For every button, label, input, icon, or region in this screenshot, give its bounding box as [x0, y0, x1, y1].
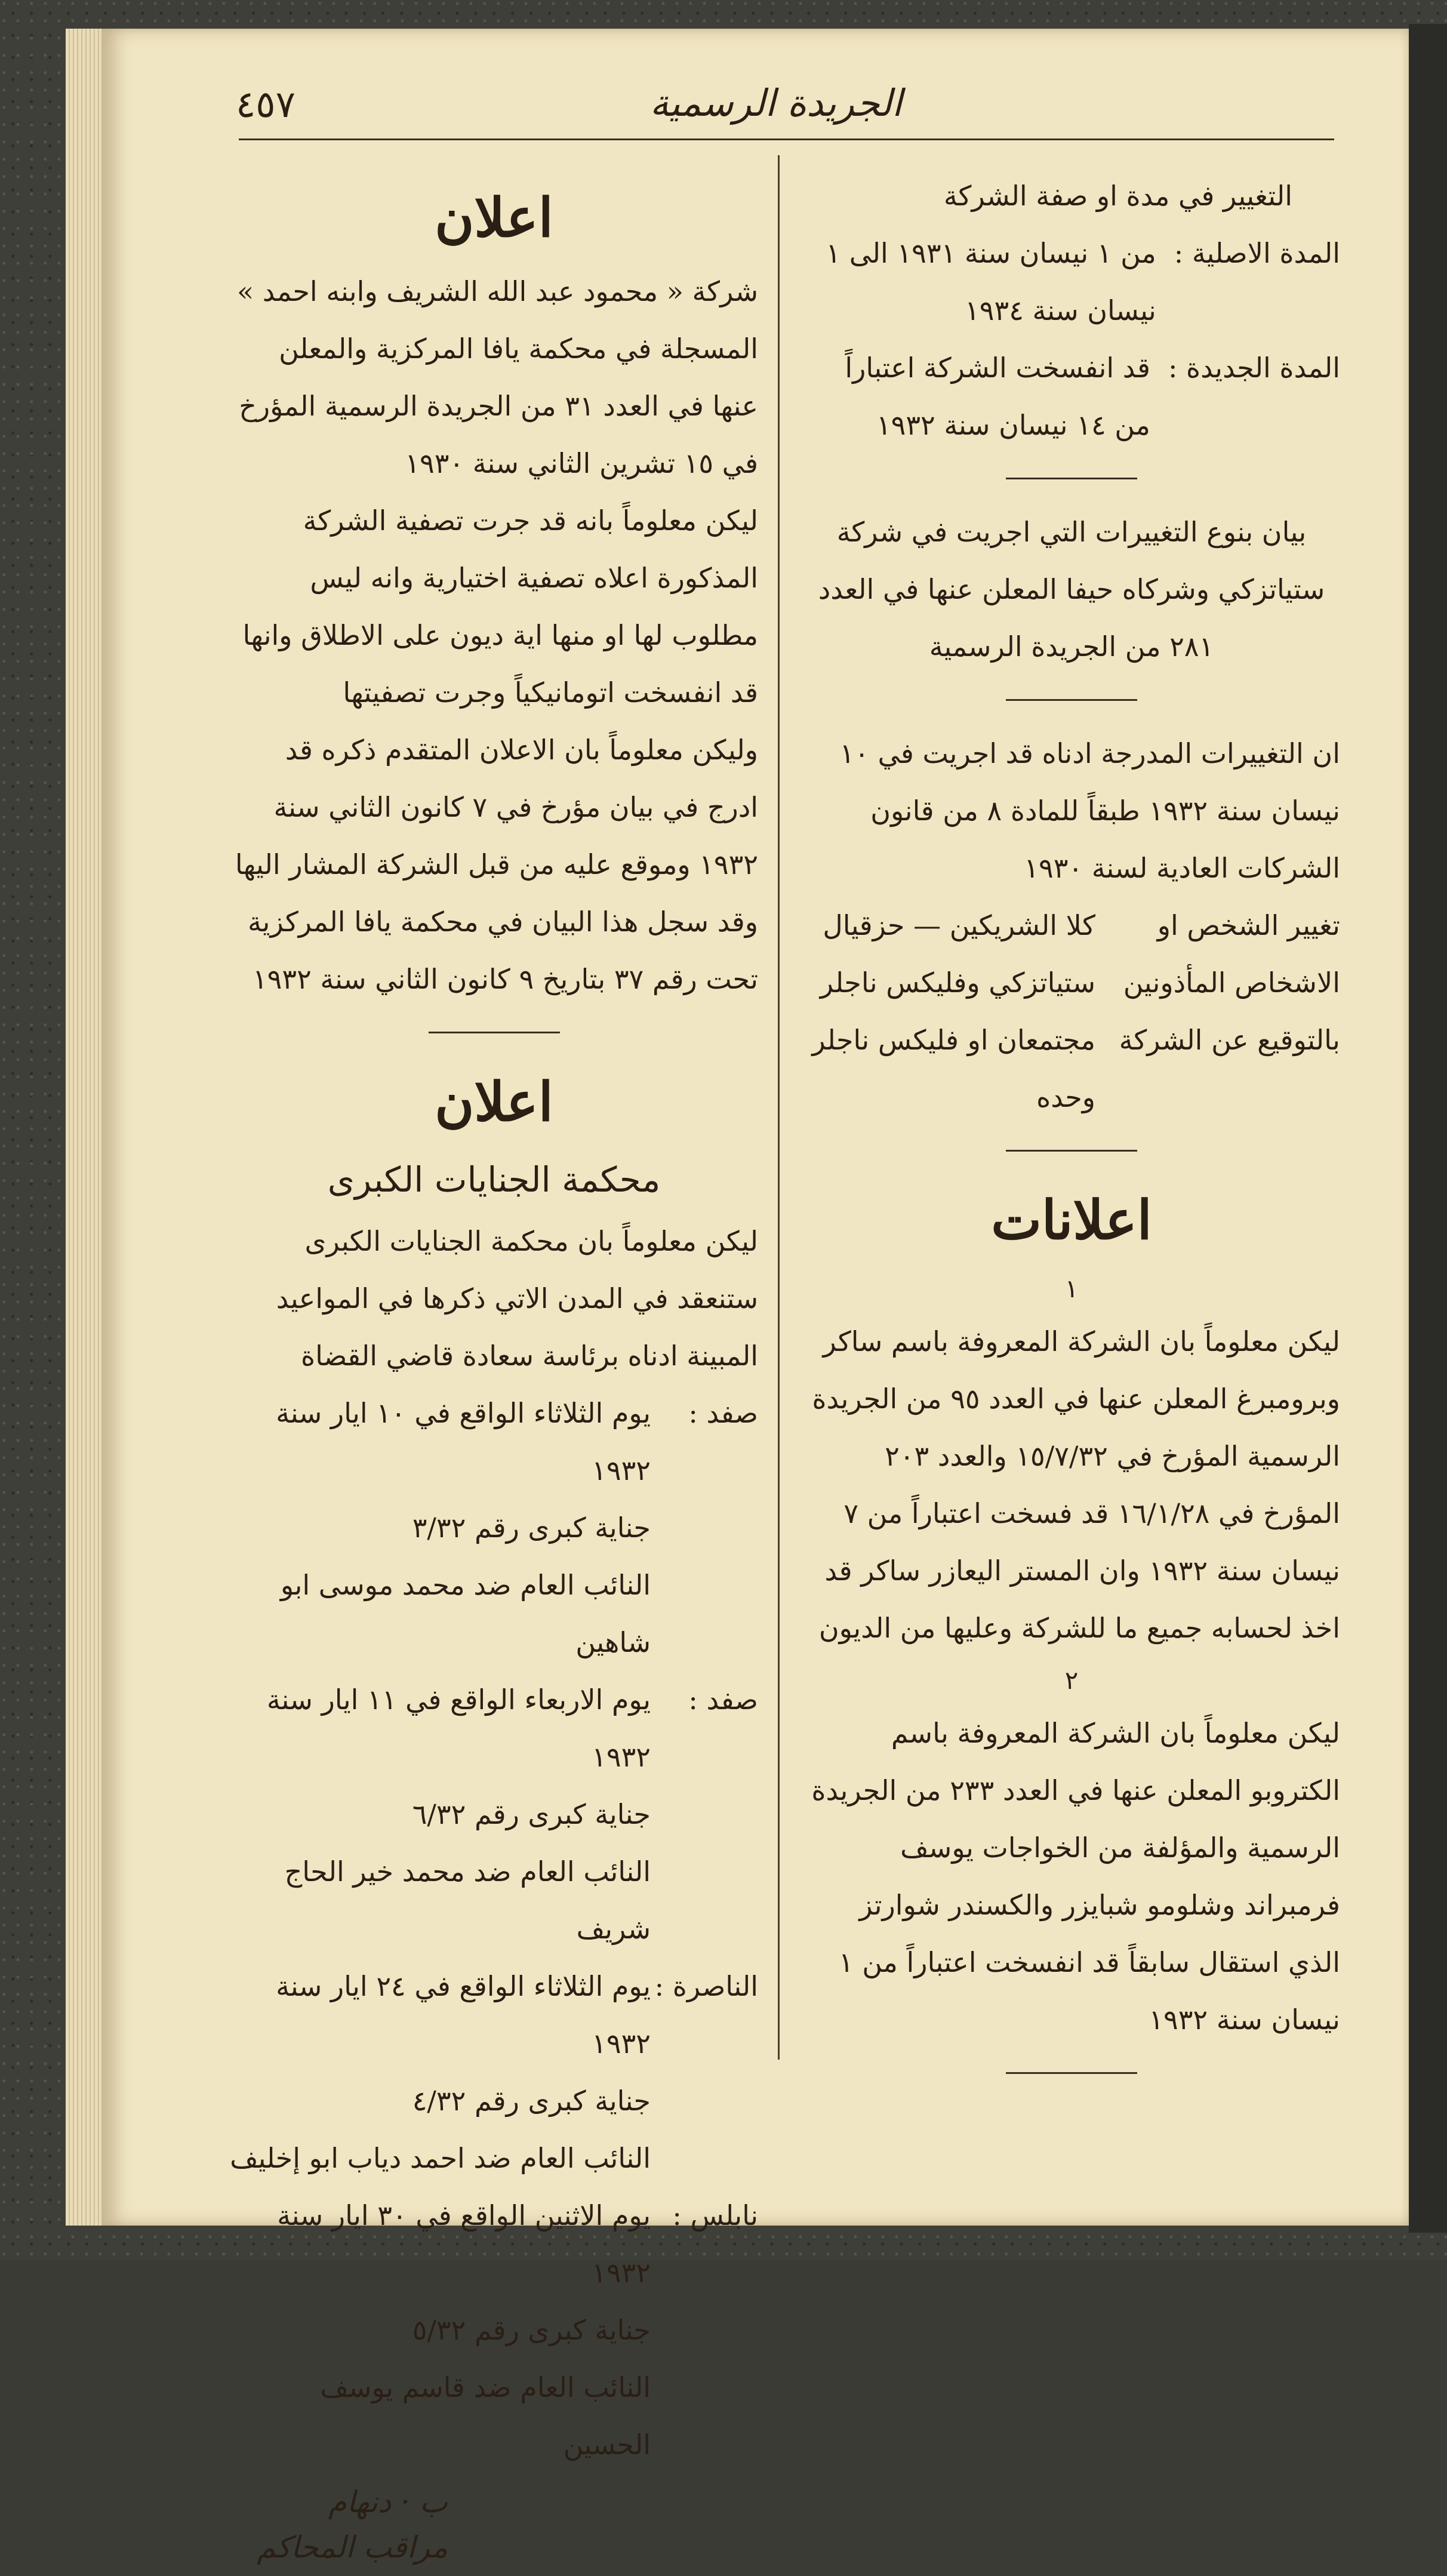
signature-title: مراقب المحاكم: [257, 2530, 448, 2565]
court-name: محكمة الجنايات الكبرى: [327, 1159, 661, 1200]
original-term-value: من ١ نيسان سنة ١٩٣١ الى ١ نيسان سنة ١٩٣٤: [826, 237, 1156, 327]
session-date: يوم الاربعاء الواقع في ١١ ايار سنة ١٩٣٢: [266, 1684, 651, 1773]
change-heading: التغيير في مدة او صفة الشركة: [943, 180, 1292, 212]
session-date: يوم الثلاثاء الواقع في ٢٤ ايار سنة ١٩٣٢: [276, 1970, 651, 2060]
new-term-label: المدة الجديدة :: [1168, 352, 1340, 384]
separator: [429, 1032, 560, 1033]
new-term-row: [803, 339, 1340, 454]
session-parties: النائب العام ضد محمد خير الحاج شريف: [284, 1855, 651, 1945]
session-city: نابلس :: [672, 2199, 758, 2232]
court-intro: ليكن معلوماً بان محكمة الجنايات الكبرى ستنعقد في المدن الاتي ذكرها في المواعيد المبينة ادناه برئاسة سعادة قاضي القضاة: [276, 1225, 758, 1372]
session-date: يوم الثلاثاء الواقع في ١٠ ايار سنة ١٩٣٢: [276, 1397, 651, 1486]
signatories-row: [803, 897, 1340, 1126]
header-rule: [239, 139, 1334, 140]
changes-intro: ان التغييرات المدرجة ادناه قد اجريت في ١٠ نيسان سنة ١٩٣٢ طبقاً للمادة ٨ من قانون الشركات العادية لسنة ١٩٣٠: [839, 737, 1340, 884]
announcement-heading: اعلان: [435, 1070, 553, 1134]
left-column: [230, 173, 758, 2576]
signature-name: ب · دنهام: [328, 2485, 448, 2519]
separator: [1006, 1150, 1137, 1152]
right-column: [803, 167, 1340, 2098]
page-number: ٤٥٧: [236, 82, 295, 126]
separator: [1006, 2072, 1137, 2074]
session-city: الناصرة :: [654, 1970, 758, 2002]
original-term-label: المدة الاصلية :: [1174, 237, 1340, 269]
signatories-label: تغيير الشخص او الاشخاص المأذونين بالتوقيع عن الشركة: [1119, 909, 1340, 1056]
announcement-heading: اعلان: [435, 186, 553, 250]
session-date: يوم الاثنين الواقع في ٣٠ ايار سنة ١٩٣٢: [277, 2199, 651, 2289]
session-entry: [230, 1384, 758, 1671]
separator: [1006, 478, 1137, 479]
statement-heading: بيان بنوع التغييرات التي اجريت في شركة ستياتزكي وشركاه حيفا المعلن عنها في العدد ٢٨١ من الجريدة الرسمية: [818, 516, 1325, 663]
notice-number: ٢: [1064, 1666, 1079, 1695]
session-entry: [230, 1958, 758, 2187]
book-spine: [1409, 24, 1447, 2233]
page-title: الجريدة الرسمية: [649, 81, 903, 125]
new-term-value: قد انفسخت الشركة اعتباراً من ١٤ نيسان سنة ١٩٣٢: [845, 352, 1150, 441]
original-term-row: [803, 224, 1340, 339]
signatories-value: كلا الشريكين — حزقيال ستياتزكي وفليكس ناجلر مجتمعان او فليكس ناجلر وحده: [812, 909, 1095, 1113]
announcement-paragraph: ليكن معلوماً بانه قد جرت تصفية الشركة المذكورة اعلاه تصفية اختيارية وانه ليس مطلوب لها او منها اية ديون على الاطلاق وانها قد انفسخت اتومانيكياً وجرت تصفيتها: [242, 504, 758, 709]
notices-heading: اعلانات: [991, 1189, 1152, 1252]
session-case: جناية كبرى رقم ٣/٣٢: [412, 1512, 651, 1544]
notice-text: ليكن معلوماً بان الشركة المعروفة باسم الكتروبو المعلن عنها في العدد ٢٣٣ من الجريدة الرسمية والمؤلفة من الخواجات يوسف فرمبراند وشلومو شبايزر والكسندر شوارتز الذي استقال سابقاً قد انفسخت اعتباراً من ١ نيسان سنة ١٩٣٢: [811, 1717, 1340, 2036]
session-parties: النائب العام ضد احمد دياب ابو إخليف: [230, 2142, 651, 2174]
announcement-paragraph: شركة « محمود عبد الله الشريف وابنه احمد » المسجلة في محكمة يافا المركزية والمعلن عنها في العدد ٣١ من الجريدة الرسمية المؤرخ في ١٥ تشرين الثاني سنة ١٩٣٠: [236, 275, 758, 479]
session-entry: [230, 2187, 758, 2473]
session-parties: النائب العام ضد قاسم يوسف الحسين: [320, 2371, 651, 2461]
session-parties: النائب العام ضد محمد موسى ابو شاهين: [280, 1569, 651, 1658]
session-entry: [230, 1671, 758, 1958]
separator: [1006, 699, 1137, 701]
session-city: صفد :: [688, 1397, 758, 1429]
session-case: جناية كبرى رقم ٦/٣٢: [412, 1798, 651, 1830]
announcement-paragraph: وليكن معلوماً بان الاعلان المتقدم ذكره قد ادرج في بيان مؤرخ في ٧ كانون الثاني سنة ١٩٣٢ وموقع عليه من قبل الشركة المشار اليها وقد سجل هذا البيان في محكمة يافا المركزية تحت رقم ٣٧ بتاريخ ٩ كانون الثاني سنة ١٩٣٢: [235, 734, 758, 995]
session-case: جناية كبرى رقم ٤/٣٢: [412, 2085, 651, 2117]
column-divider: [778, 155, 780, 2060]
notice-number: ١: [1064, 1274, 1079, 1303]
session-city: صفد :: [688, 1684, 758, 1716]
notice-text: ليكن معلوماً بان الشركة المعروفة باسم ساكر وبرومبرغ المعلن عنها في العدد ٩٥ من الجريدة الرسمية المؤرخ في ١٥/٧/٣٢ والعدد ٢٠٣ المؤرخ في ١٦/١/٢٨ قد فسخت اعتباراً من ٧ نيسان سنة ١٩٣٢ وان المستر اليعازر ساكر قد اخذ لحسابه جميع ما للشركة وعليها من الديون: [812, 1325, 1340, 1644]
session-case: جناية كبرى رقم ٥/٣٢: [412, 2314, 651, 2346]
